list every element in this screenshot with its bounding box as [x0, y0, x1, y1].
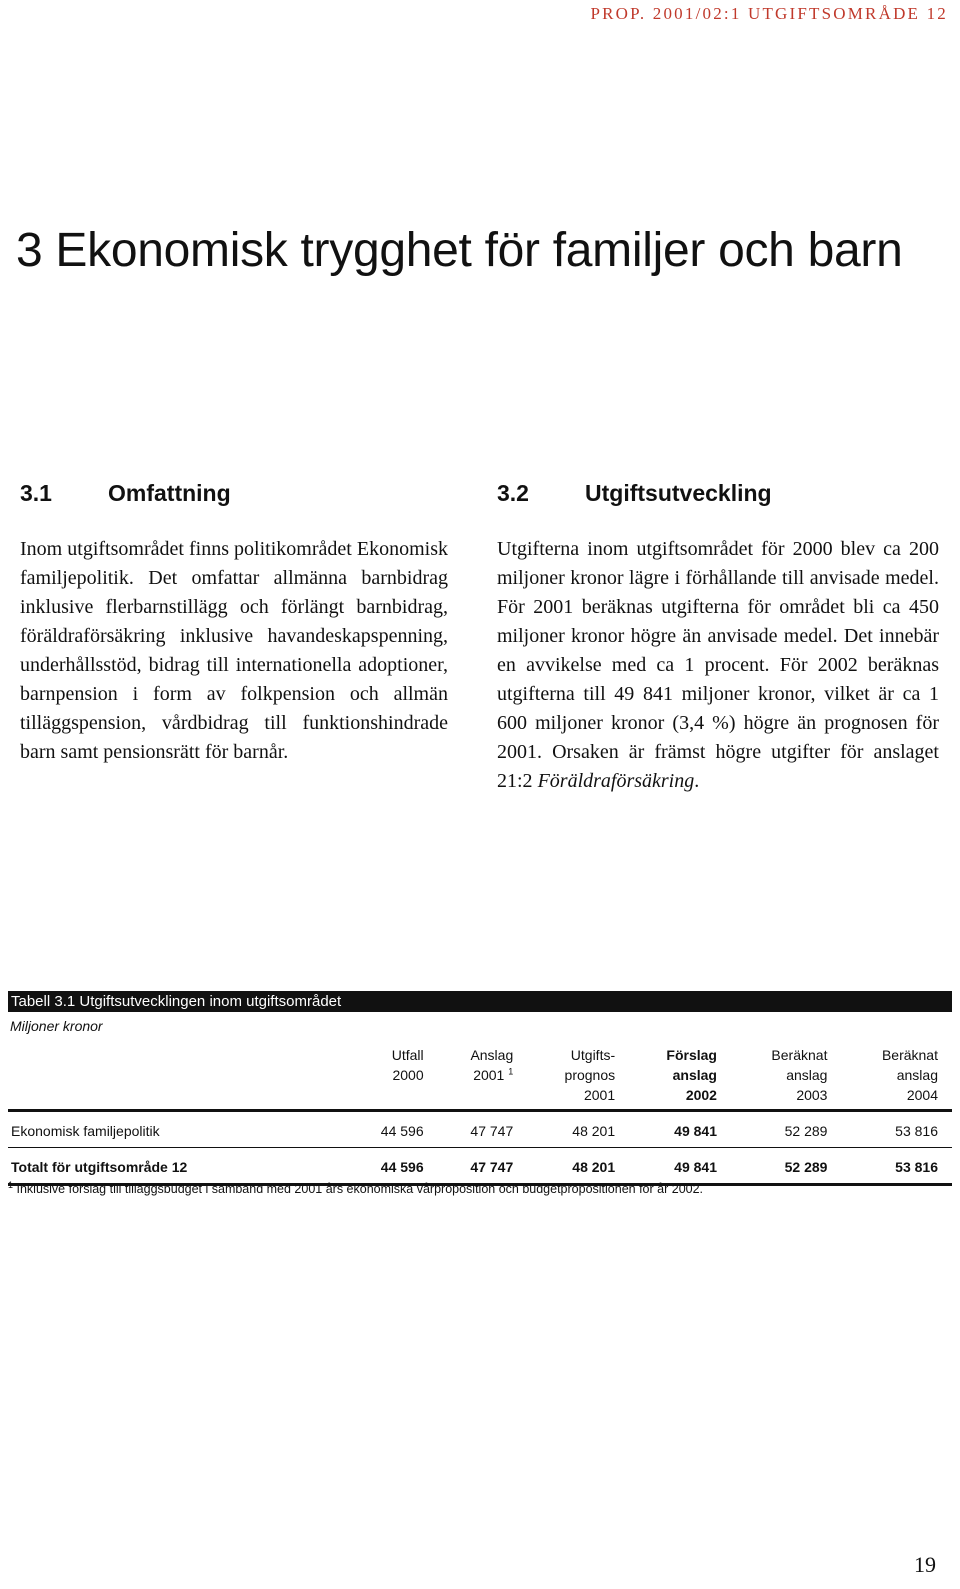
body-text-italic: Föräldraförsäkring — [537, 770, 695, 792]
header-empty — [8, 1045, 348, 1111]
header-col-2: Anslag 2001 $^1$ — [470, 1047, 514, 1083]
table-cell: 47 747 — [470, 1123, 514, 1139]
header-col-6: Beräknat anslag 2004 — [881, 1047, 938, 1103]
table-row — [8, 1111, 952, 1148]
section-heading-3-1 — [20, 480, 231, 507]
header-col-5: Beräknat anslag 2003 — [771, 1047, 828, 1103]
header-col-1: Utfall 2000 — [391, 1047, 424, 1083]
header-col-3: Utgifts- prognos 2001 — [564, 1047, 616, 1103]
table-cell: 53 816 — [895, 1123, 938, 1139]
section-number: 3.1 — [20, 480, 52, 506]
table-cell: 49 841 — [674, 1159, 717, 1175]
table-cell: 49 841 — [674, 1123, 717, 1139]
row-label: Ekonomisk familjepolitik — [11, 1123, 160, 1139]
table-unit: Miljoner kronor — [10, 1018, 103, 1034]
table-header-row — [8, 1045, 952, 1111]
body-text: Utgifterna inom utgiftsområdet för 2000 blev ca 200 miljoner kronor lägre i förhållande till anvisade medel. För 2001 beräknas utgifterna för området bli ca 450 miljoner kronor högre än anvisade medel. Det innebär en avvikelse med ca 1 procent. För 2002 beräknas utgifterna till 49 841 miljoner kronor, vilket är ca 1 600 miljoner kronor (3,4 %) högre än prognosen för 2001. Orsaken är främst högre utgifter för anslaget 21:2 — [497, 538, 939, 792]
page-number: 19 — [914, 1552, 936, 1577]
section-heading-3-2 — [497, 480, 772, 507]
footnote-marker: 1 — [508, 1066, 514, 1077]
table-cell: 47 747 — [470, 1159, 514, 1175]
table-footnote — [8, 1179, 704, 1196]
table-cell: 44 596 — [380, 1159, 424, 1175]
table-cell: 52 289 — [784, 1123, 828, 1139]
body-text-end: . — [694, 770, 700, 792]
table-total-row — [8, 1148, 952, 1185]
section-title: Omfattning — [108, 480, 231, 506]
footnote-text: Inklusive förslag till tilläggsbudget i samband med 2001 års ekonomiska vårproposition och budgetpropositionen för år 2002. — [16, 1182, 704, 1196]
section-3-2-body — [497, 535, 939, 796]
row-label: Totalt för utgiftsområde 12 — [11, 1159, 188, 1175]
section-3-1-body: Inom utgiftsområdet finns politikområdet Ekonomisk familjepolitik. Det omfattar allmänna barnbidrag inklusive flerbarnstillägg och förlängt barnbidrag, föräldraförsäkring inklusive havandeskapspenning, underhållsstöd, bidrag till internationella adoptioner, barnpension i form av folkpension och allmän tilläggspension, vårdbidrag till funktionshindrade barn samt pensionsrätt för barnår. — [20, 538, 448, 763]
table-caption: Tabell 3.1 Utgiftsutvecklingen inom utgiftsområdet — [11, 993, 342, 1010]
expenditure-table — [8, 1045, 952, 1186]
table-cell: 53 816 — [895, 1159, 938, 1175]
header-col-4: Förslag anslag 2002 — [666, 1047, 717, 1103]
table-cell: 48 201 — [572, 1123, 616, 1139]
section-title: Utgiftsutveckling — [585, 480, 772, 506]
section-number: 3.2 — [497, 480, 529, 506]
running-header: PROP. 2001/02:1 UTGIFTSOMRÅDE 12 — [590, 4, 948, 23]
table-cell: 48 201 — [572, 1159, 616, 1175]
table-cell: 52 289 — [784, 1159, 828, 1175]
footnote-number: 1 — [8, 1179, 14, 1190]
chapter-title: 3 Ekonomisk trygghet för familjer och barn — [16, 224, 903, 277]
table-cell: 44 596 — [380, 1123, 424, 1139]
table-caption-bar — [8, 991, 952, 1012]
